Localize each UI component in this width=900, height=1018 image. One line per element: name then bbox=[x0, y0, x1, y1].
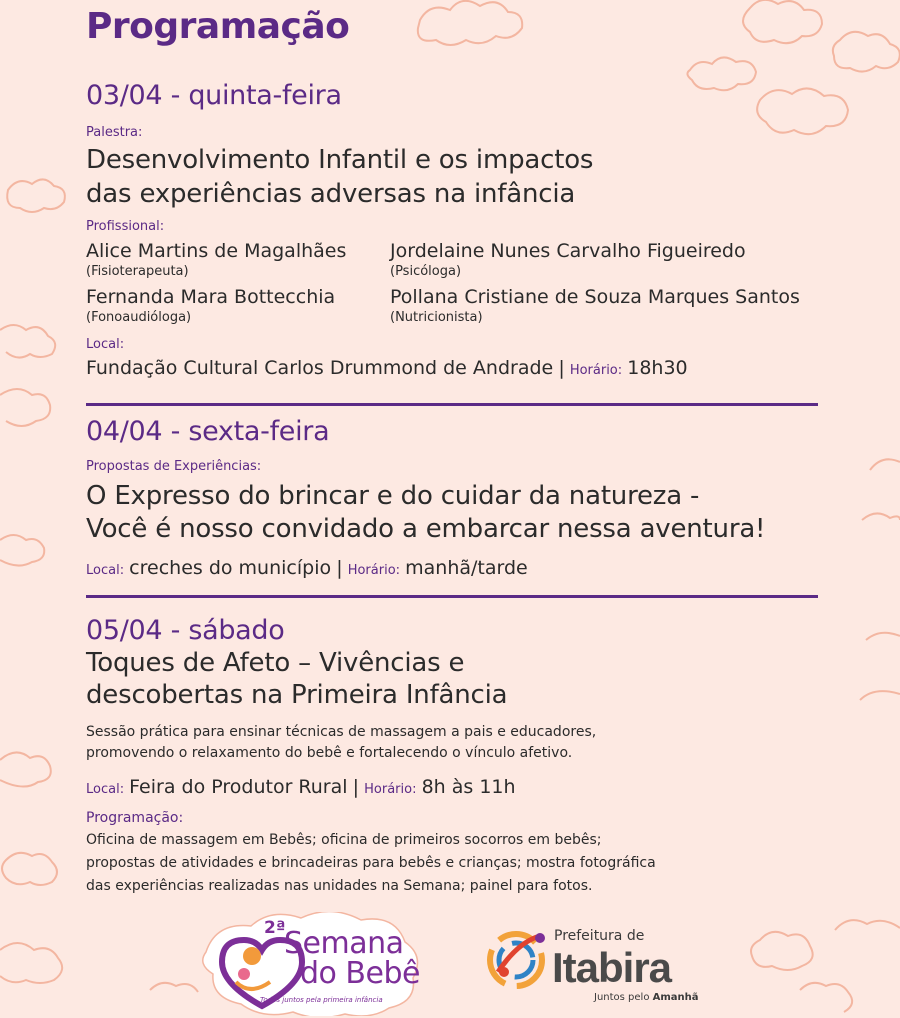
slogan-bold: Amanhã bbox=[652, 992, 699, 1003]
day2-horario-value: manhã/tarde bbox=[405, 557, 528, 579]
day3-heading: 05/04 - sábado bbox=[86, 615, 285, 646]
day2-local-line bbox=[86, 557, 528, 579]
day1-local-label: Local: bbox=[86, 337, 125, 352]
professional-role: (Fisioterapeuta) bbox=[86, 264, 189, 279]
day3-prog3: das experiências realizadas nas unidades na Semana; painel para fotos. bbox=[86, 878, 593, 894]
professional-name: Jordelaine Nunes Carvalho Figueiredo bbox=[390, 240, 746, 262]
section-divider bbox=[86, 595, 818, 598]
professional-name: Fernanda Mara Bottecchia bbox=[86, 286, 336, 308]
day2-heading: 04/04 - sexta-feira bbox=[86, 416, 330, 447]
professional-name: Pollana Cristiane de Souza Marques Santos bbox=[390, 286, 800, 308]
day3-local-line bbox=[86, 776, 516, 798]
day2-local-label: Local: bbox=[86, 563, 125, 578]
day3-programacao-label: Programação: bbox=[86, 810, 184, 826]
day1-horario-label: Horário: bbox=[569, 363, 623, 378]
day1-local-value: Fundação Cultural Carlos Drummond de Andrade bbox=[86, 357, 554, 379]
prefeitura-label: Prefeitura de bbox=[554, 928, 645, 944]
day3-local-label: Local: bbox=[86, 782, 125, 797]
day3-line1: Toques de Afeto – Vivências e bbox=[86, 648, 465, 678]
day3-prog2: propostas de atividades e brincadeiras para bebês e crianças; mostra fotográfica bbox=[86, 855, 656, 871]
day3-line2: descobertas na Primeira Infância bbox=[86, 680, 508, 710]
separator: | bbox=[558, 357, 565, 379]
day3-local-value: Feira do Produtor Rural bbox=[129, 776, 348, 798]
separator: | bbox=[352, 776, 360, 798]
semana-tagline: Todos juntos pela primeira infância bbox=[260, 996, 383, 1004]
day1-horario-value: 18h30 bbox=[627, 357, 688, 379]
itabira-slogan bbox=[594, 992, 699, 1003]
professional-role: (Psicóloga) bbox=[390, 264, 462, 279]
day2-line1: O Expresso do brincar e do cuidar da natureza - bbox=[86, 481, 700, 511]
day1-talk-line2: das experiências adversas na infância bbox=[86, 179, 576, 209]
day1-heading: 03/04 - quinta-feira bbox=[86, 80, 342, 111]
itabira-name: Itabira bbox=[552, 944, 672, 991]
day2-local-value: creches do município bbox=[129, 557, 332, 579]
day1-professionals-label: Profissional: bbox=[86, 219, 165, 234]
day3-horario-value: 8h às 11h bbox=[421, 776, 516, 798]
day2-kind-label: Propostas de Experiências: bbox=[86, 459, 262, 474]
day1-local-line bbox=[86, 357, 688, 379]
professional-name: Alice Martins de Magalhães bbox=[86, 240, 347, 262]
itabira-emblem-icon bbox=[484, 928, 548, 992]
day3-prog1: Oficina de massagem em Bebês; oficina de primeiros socorros em bebês; bbox=[86, 832, 602, 848]
professional-role: (Nutricionista) bbox=[390, 310, 483, 325]
section-divider bbox=[86, 403, 818, 406]
semana-ordinal: 2ª bbox=[264, 918, 286, 938]
slogan-prefix: Juntos pelo bbox=[594, 992, 653, 1003]
day3-horario-label: Horário: bbox=[364, 782, 417, 797]
day1-kind-label: Palestra: bbox=[86, 125, 143, 140]
semana-do-bebe-logo bbox=[196, 912, 422, 1016]
bebe-word: do Bebê bbox=[300, 956, 420, 991]
separator: | bbox=[336, 557, 343, 579]
professional-role: (Fonoaudióloga) bbox=[86, 310, 192, 325]
day3-desc1: Sessão prática para ensinar técnicas de massagem a pais e educadores, bbox=[86, 724, 597, 740]
day2-horario-label: Horário: bbox=[347, 563, 401, 578]
day3-desc2: promovendo o relaxamento do bebê e fortalecendo o vínculo afetivo. bbox=[86, 745, 573, 761]
page-title: Programação bbox=[86, 6, 350, 47]
prefeitura-itabira-logo bbox=[484, 922, 714, 1012]
day2-line2: Você é nosso convidado a embarcar nessa aventura! bbox=[86, 514, 766, 544]
day1-talk-line1: Desenvolvimento Infantil e os impactos bbox=[86, 145, 594, 175]
semana-word: Semana bbox=[284, 926, 404, 961]
